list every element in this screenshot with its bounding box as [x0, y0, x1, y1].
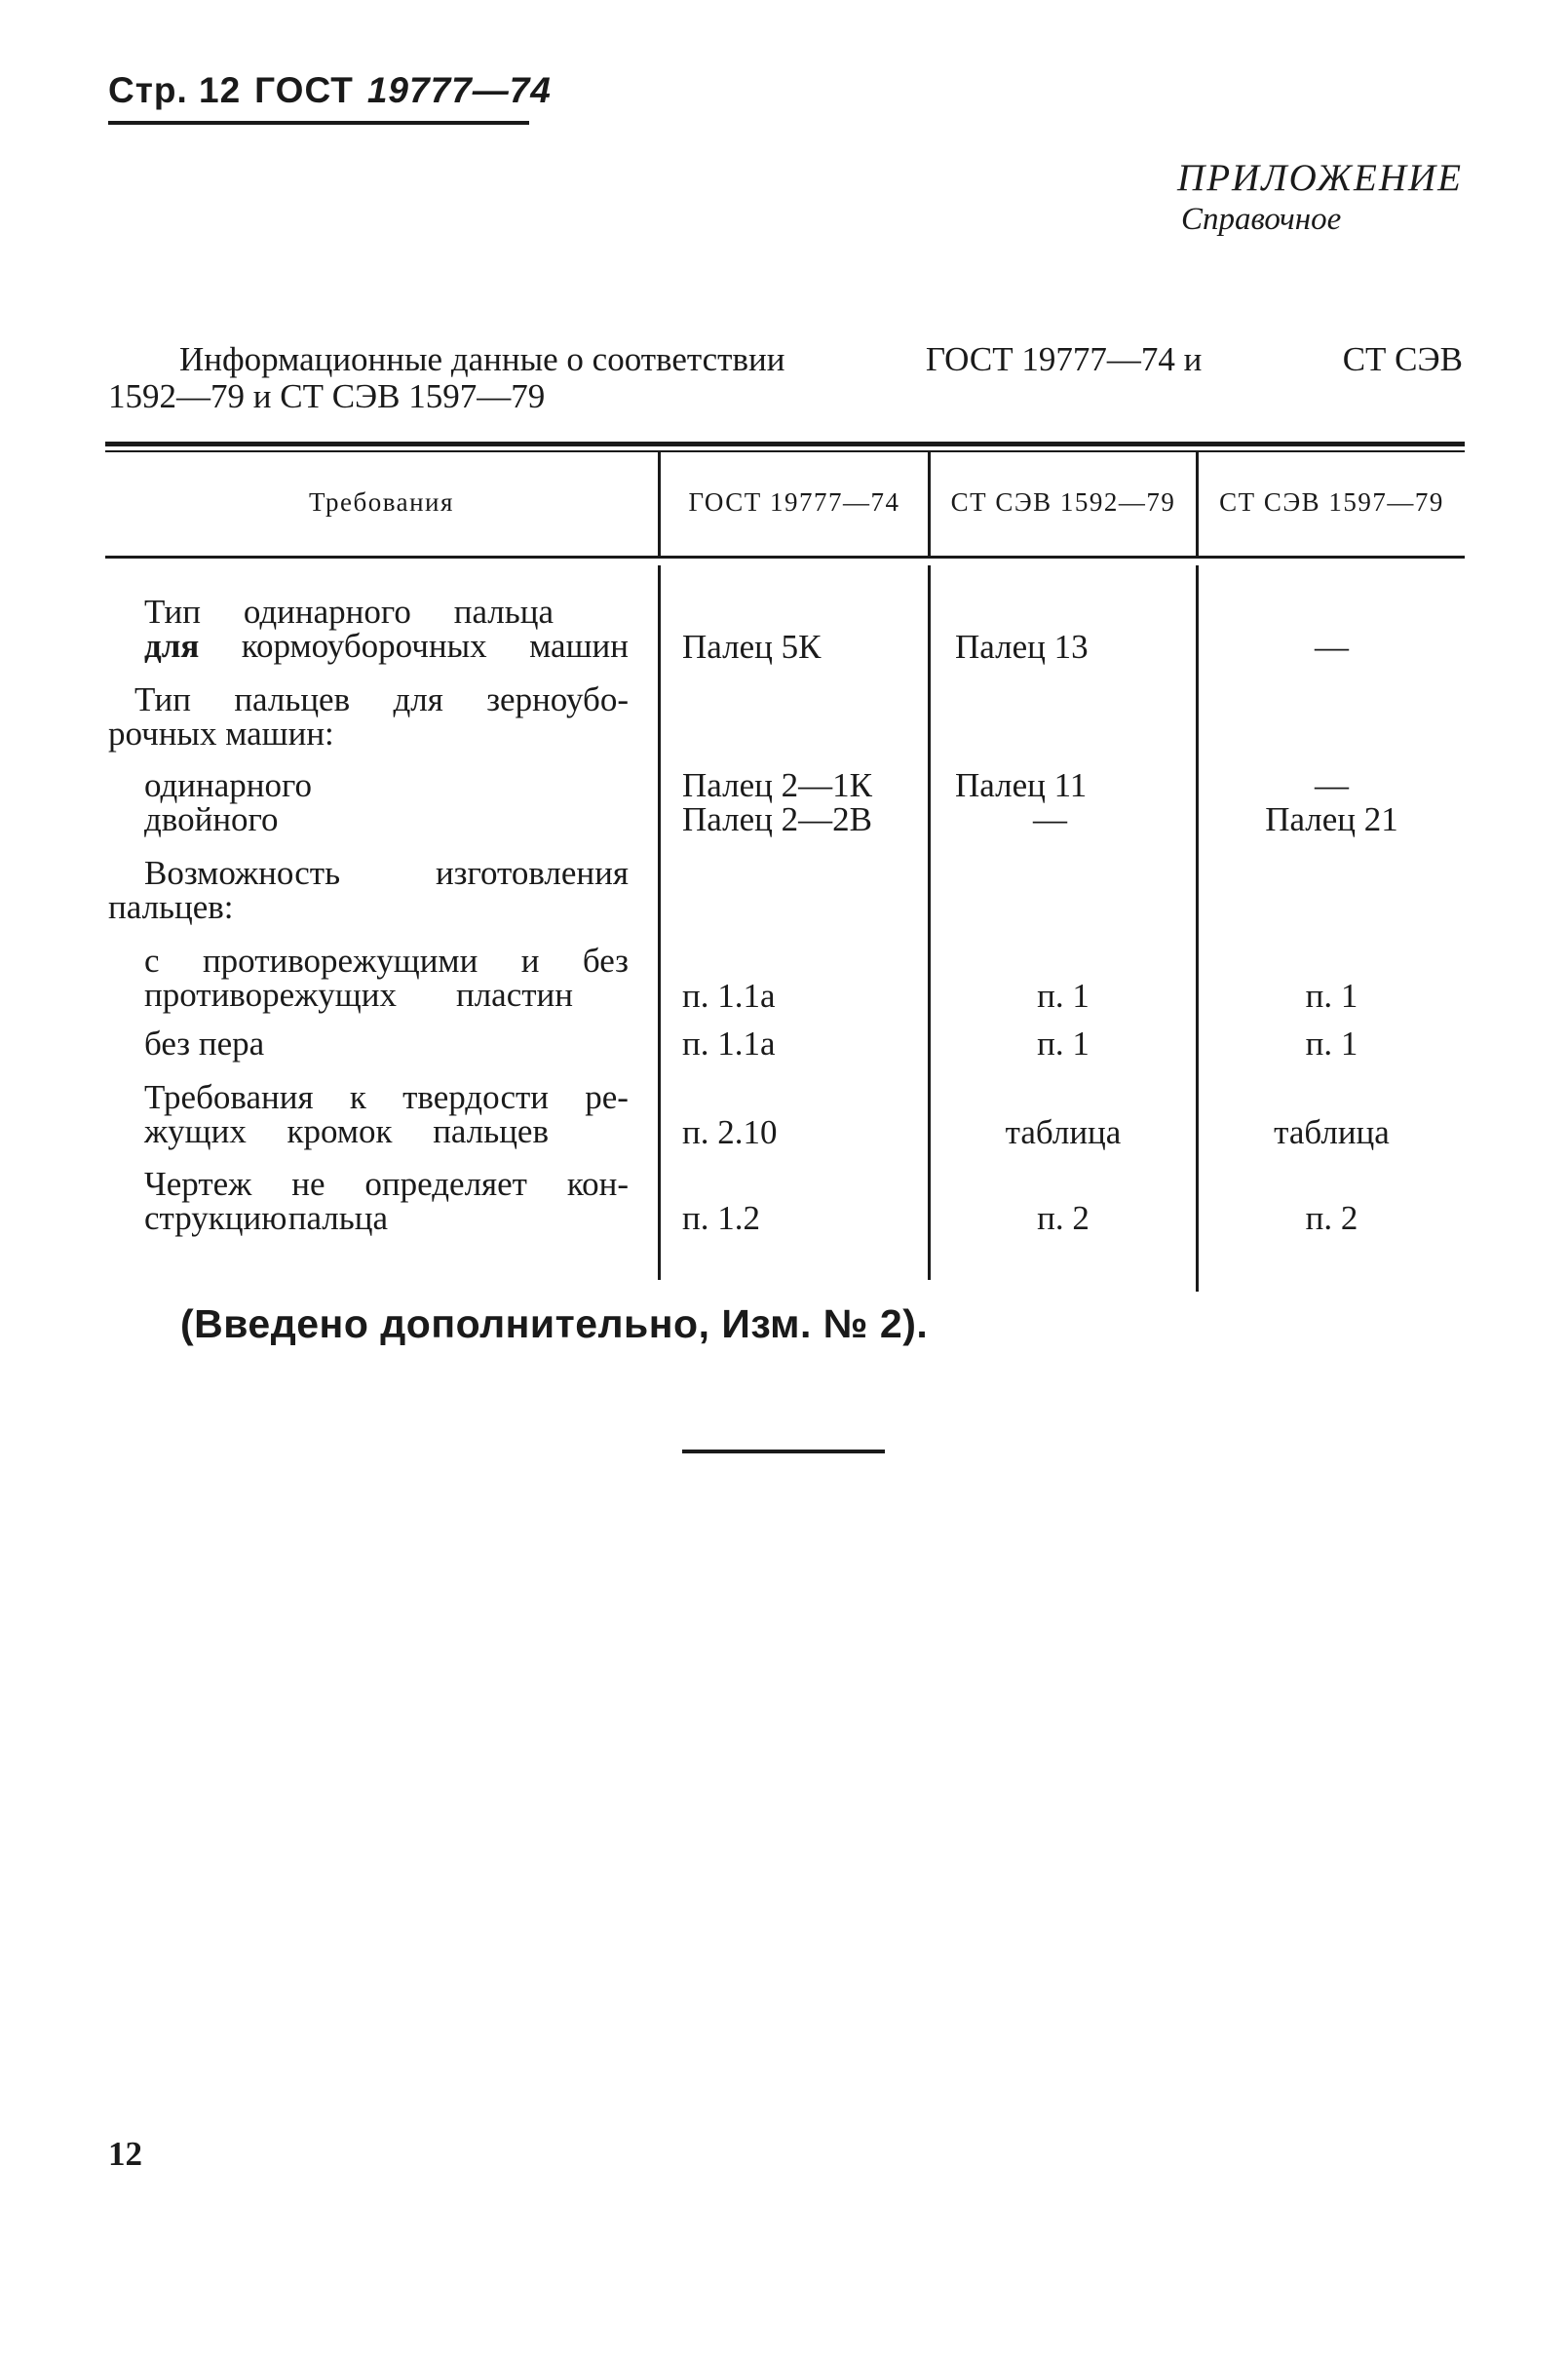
header-st-sev-1592: СТ СЭВ 1592—79 [950, 487, 1176, 517]
end-rule [682, 1450, 885, 1453]
row-1-st-sev-1592: Палец 13 [955, 628, 1089, 666]
word: Чертеж [144, 1165, 252, 1203]
appendix-title: ПРИЛОЖЕНИЕ [1177, 157, 1463, 199]
word: кромок [287, 1112, 393, 1150]
word: одинарного [144, 766, 313, 804]
row-5-requirement [144, 944, 629, 1012]
value-line: — [1033, 800, 1067, 838]
word: с [144, 942, 160, 980]
row-8-gost: п. 1.2 [682, 1199, 760, 1237]
row-3-st-sev-1597 [1199, 768, 1465, 836]
intro-text: ГОСТ 19777—74 и [925, 340, 1203, 378]
table-top-rule-thin [105, 450, 1465, 452]
word: противорежущими [202, 942, 478, 980]
word: двойного [144, 800, 279, 838]
intro-line-1 [108, 341, 1463, 378]
row-6-requirement: без пера [144, 1025, 265, 1063]
word: струкцию [144, 1199, 287, 1237]
row-6-st-sev-1592: п. 1 [1037, 1025, 1090, 1063]
word: машин [529, 627, 629, 665]
word: не [291, 1165, 325, 1203]
word: Тип [134, 680, 191, 718]
word: пальцев [433, 1112, 549, 1150]
column-divider [1196, 565, 1199, 1292]
word: для [144, 627, 200, 665]
table-top-rule [105, 442, 1465, 446]
row-7-st-sev-1592: таблица [1005, 1113, 1122, 1151]
word: без [582, 942, 629, 980]
value-line: Палец 2—1К [682, 766, 872, 804]
column-divider [928, 565, 931, 1280]
row-3-st-sev-1592 [955, 768, 1087, 836]
row-6-gost: п. 1.1а [682, 1025, 776, 1063]
word: для [393, 680, 443, 718]
appendix-subtitle: Справочное [1181, 202, 1342, 237]
word: определяет [364, 1165, 527, 1203]
amendment-note: (Введено дополнительно, Изм. № 2). [180, 1301, 929, 1346]
value-line: Палец 2—2В [682, 800, 872, 838]
header-st-sev-1597: СТ СЭВ 1597—79 [1219, 487, 1444, 517]
word: пальца [453, 593, 554, 631]
row-1-requirement [144, 595, 629, 663]
word: жущих [144, 1112, 247, 1150]
word: Тип [144, 593, 201, 631]
row-5-gost: п. 1.1а [682, 977, 776, 1015]
row-3-requirement [144, 768, 629, 836]
header-rule [108, 121, 529, 125]
value-line: — [1315, 766, 1349, 804]
intro-text: СТ СЭВ [1342, 340, 1463, 378]
row-8-st-sev-1592: п. 2 [1037, 1199, 1090, 1237]
word: кормоуборочных [241, 627, 487, 665]
word: к [349, 1078, 366, 1116]
word: зерноубо- [486, 680, 629, 718]
word: Требования [144, 1078, 314, 1116]
word: изготовления [435, 854, 629, 892]
word: одинарного [243, 593, 411, 631]
intro-text: Информационные данные о соответствии [179, 340, 785, 378]
value-line: Палец 11 [955, 766, 1088, 804]
page-number: 12 [108, 2135, 142, 2173]
page-header [108, 70, 552, 111]
word: и [520, 942, 540, 980]
row-8-requirement [144, 1167, 629, 1235]
word: пальцев [234, 680, 351, 718]
word: пластин [455, 976, 573, 1014]
gost-word: ГОСТ [254, 70, 354, 110]
table-header-rule [105, 556, 1465, 559]
column-divider [658, 565, 661, 1280]
intro-line-2: 1592—79 и СТ СЭВ 1597—79 [108, 377, 546, 415]
row-7-gost: п. 2.10 [682, 1113, 778, 1151]
word: рочных машин: [108, 715, 334, 753]
row-7-requirement [144, 1080, 629, 1148]
row-8-st-sev-1597: п. 2 [1305, 1199, 1358, 1237]
word: кон- [566, 1165, 629, 1203]
header-requirements: Требования [309, 487, 454, 517]
row-7-st-sev-1597: таблица [1274, 1113, 1390, 1151]
gost-number: 19777—74 [366, 70, 552, 110]
page-label: Стр. 12 [108, 70, 242, 110]
word: пальца [287, 1199, 388, 1237]
row-5-st-sev-1592: п. 1 [1037, 977, 1090, 1015]
intro-paragraph [108, 341, 1463, 415]
row-4-requirement [108, 854, 629, 926]
word: твердости [402, 1078, 550, 1116]
word: противорежущих [144, 976, 397, 1014]
row-3-gost [682, 768, 872, 836]
row-1-st-sev-1597: — [1315, 628, 1349, 666]
row-6-st-sev-1597: п. 1 [1305, 1025, 1358, 1063]
word: пальцев: [108, 888, 234, 926]
row-2-requirement [108, 680, 629, 753]
row-5-st-sev-1597: п. 1 [1305, 977, 1358, 1015]
value-line: Палец 21 [1265, 800, 1398, 838]
header-gost: ГОСТ 19777—74 [688, 487, 900, 517]
word: Возможность [144, 854, 341, 892]
word: ре- [585, 1078, 629, 1116]
row-1-gost: Палец 5К [682, 628, 822, 666]
